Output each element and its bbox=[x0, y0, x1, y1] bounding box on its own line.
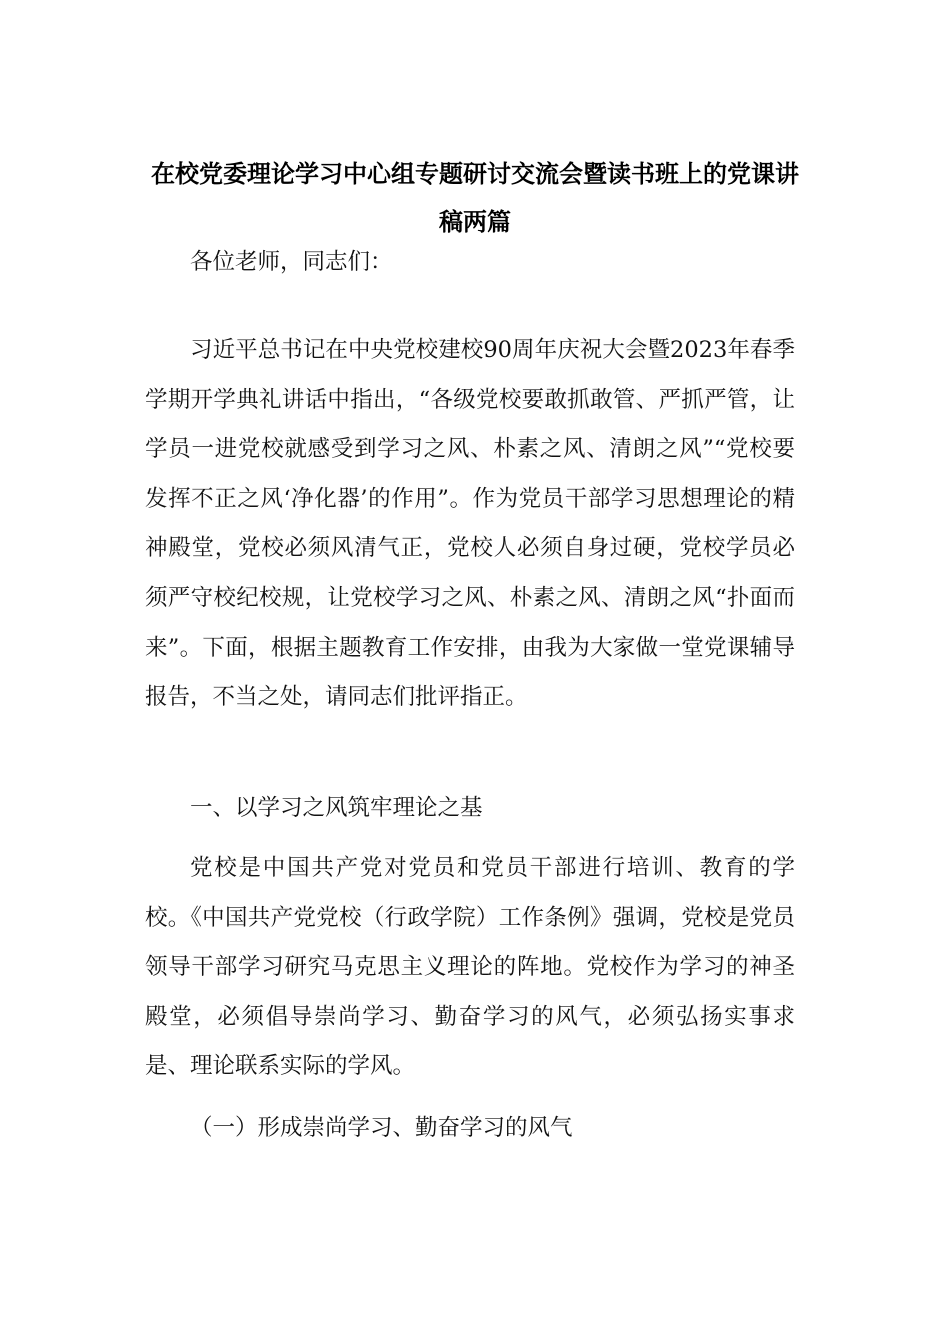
document-title: 在校党委理论学习中心组专题研讨交流会暨读书班上的党课讲稿两篇 bbox=[151, 160, 799, 236]
intro-paragraph: 习近平总书记在中央党校建校90周年庆祝大会暨2023年春季学期开学典礼讲话中指出，“各级党校要敢抓敢管、严抓严管，让学员一进党校就感受到学习之风、朴素之风、清朗之风”“党校要发挥不正之风‘净化器’的作用”。作为党员干部学习思想理论的精神殿堂，党校必须风清气正，党校人必须自身过硬，党校学员必须严守校纪校规，让党校学习之风、朴素之风、清朗之风“扑面而来”。下面，根据主题教育工作安排，由我为大家做一堂党课辅导报告，不当之处，请同志们批评指正。 bbox=[145, 337, 795, 711]
greeting-paragraph: 各位老师，同志们： bbox=[190, 249, 393, 275]
subsection-heading-1-1: （一）形成崇尚学习、勤奋学习的风气 bbox=[190, 1115, 573, 1141]
school-paragraph: 党校是中国共产党对党员和党员干部进行培训、教育的学校。《中国共产党党校（行政学院）工作条例》强调，党校是党员领导干部学习研究马克思主义理论的阵地。党校作为学习的神圣殿堂，必须倡导崇尚学习、勤奋学习的风气，必须弘扬实事求是、理论联系实际的学风。 bbox=[145, 855, 795, 1080]
section-heading-1: 一、以学习之风筑牢理论之基 bbox=[190, 795, 483, 821]
